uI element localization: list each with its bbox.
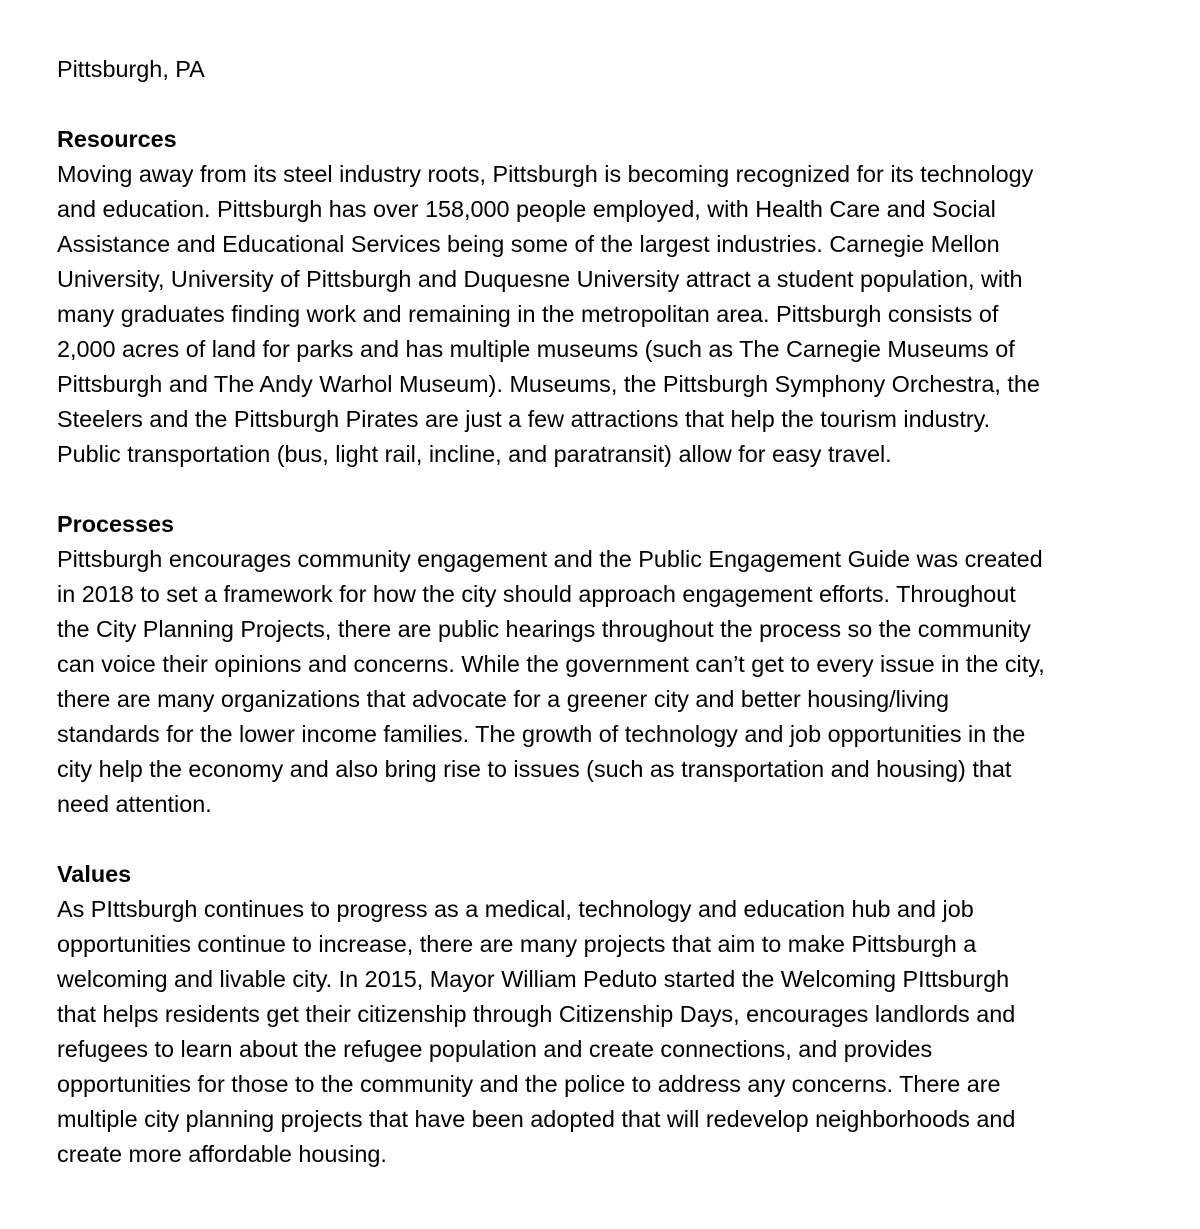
- text-line: Pittsburgh and The Andy Warhol Museum). Museums, the Pittsburgh Symphony Orchestra, the: [57, 371, 1040, 397]
- text-line: University, University of Pittsburgh and Duquesne University attract a student population, with: [57, 266, 1023, 292]
- text-line: welcoming and livable city. In 2015, Mayor William Peduto started the Welcoming PIttsburgh: [57, 966, 1010, 992]
- text-line: can voice their opinions and concerns. While the government can’t get to every issue in the city,: [57, 651, 1045, 677]
- document-page: [57, 52, 1157, 1172]
- section-processes: [57, 507, 1157, 822]
- text-line: multiple city planning projects that have been adopted that will redevelop neighborhoods and: [57, 1106, 1016, 1132]
- text-line: refugees to learn about the refugee population and create connections, and provides: [57, 1036, 933, 1062]
- text-line: there are many organizations that advocate for a greener city and better housing/living: [57, 686, 949, 712]
- section-heading-processes: Processes: [57, 511, 175, 537]
- text-line: city help the economy and also bring rise to issues (such as transportation and housing) that: [57, 756, 1012, 782]
- section-body-resources: [57, 157, 1157, 472]
- text-line: Moving away from its steel industry roots, Pittsburgh is becoming recognized for its technology: [57, 161, 1034, 187]
- text-line: Public transportation (bus, light rail, incline, and paratransit) allow for easy travel.: [57, 441, 892, 467]
- section-values: [57, 857, 1157, 1172]
- text-line: opportunities continue to increase, there are many projects that aim to make Pittsburgh a: [57, 931, 977, 957]
- section-body-values: [57, 892, 1157, 1172]
- text-line: in 2018 to set a framework for how the city should approach engagement efforts. Throughout: [57, 581, 1016, 607]
- text-line: the City Planning Projects, there are public hearings throughout the process so the community: [57, 616, 1031, 642]
- text-line: 2,000 acres of land for parks and has multiple museums (such as The Carnegie Museums of: [57, 336, 1015, 362]
- document-title: Pittsburgh, PA: [57, 56, 205, 82]
- section-body-processes: [57, 542, 1157, 822]
- text-line: that helps residents get their citizenship through Citizenship Days, encourages landlords and: [57, 1001, 1016, 1027]
- section-resources: [57, 122, 1157, 472]
- text-line: Pittsburgh encourages community engagement and the Public Engagement Guide was created: [57, 546, 1043, 572]
- text-line: many graduates finding work and remaining in the metropolitan area. Pittsburgh consists of: [57, 301, 999, 327]
- text-line: Steelers and the Pittsburgh Pirates are just a few attractions that help the tourism industry.: [57, 406, 991, 432]
- section-heading-resources: Resources: [57, 126, 177, 152]
- text-line: standards for the lower income families. The growth of technology and job opportunities in the: [57, 721, 1026, 747]
- text-line: Assistance and Educational Services being some of the largest industries. Carnegie Mellon: [57, 231, 1000, 257]
- text-line: need attention.: [57, 791, 212, 817]
- text-line: opportunities for those to the community and the police to address any concerns. There are: [57, 1071, 1001, 1097]
- text-line: As PIttsburgh continues to progress as a medical, technology and education hub and job: [57, 896, 974, 922]
- text-line: and education. Pittsburgh has over 158,000 people employed, with Health Care and Social: [57, 196, 996, 222]
- text-line: create more affordable housing.: [57, 1141, 387, 1167]
- section-heading-values: Values: [57, 861, 132, 887]
